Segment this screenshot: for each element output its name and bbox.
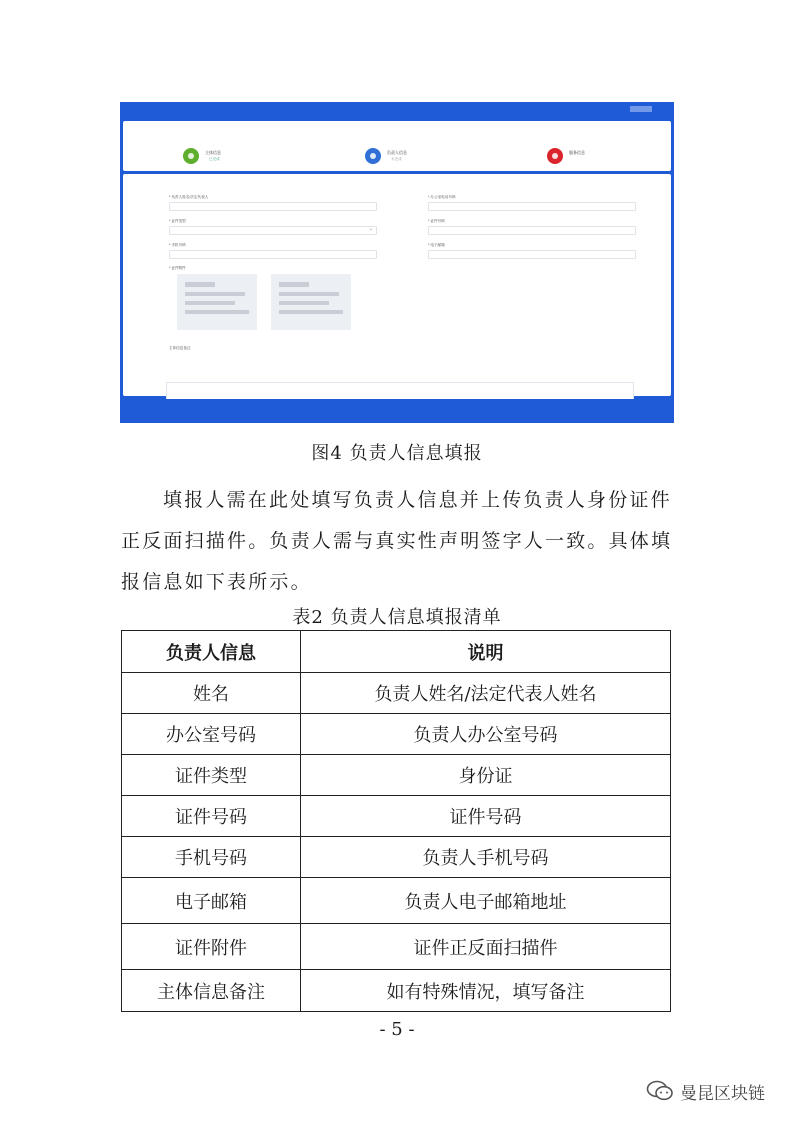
id-back-image[interactable]: [271, 274, 351, 330]
field-label-id-type: * 证件类型: [169, 219, 186, 223]
table-row: [122, 673, 671, 714]
table-cell: 办公室号码: [122, 714, 301, 755]
responsible-person-form: [123, 174, 671, 396]
table-caption: 表2 负责人信息填报清单: [292, 607, 502, 628]
table-header-row: [122, 631, 671, 673]
id-type-select[interactable]: [169, 226, 377, 235]
table-row: [122, 924, 671, 970]
table-cell: 证件号码: [301, 796, 671, 837]
wechat-watermark: [646, 1076, 765, 1106]
table-cell: 证件号码: [122, 796, 301, 837]
id-number-input[interactable]: [428, 226, 636, 235]
field-label-name: * 负责人姓名/法定代表人: [169, 195, 209, 199]
body-paragraph: 填报人需在此处填写负责人信息并上传负责人身份证件正反面扫描件。负责人需与真实性声明签字人一致。具体填报信息如下表所示。: [121, 489, 673, 593]
table-cell: 负责人手机号码: [301, 837, 671, 878]
step-2-label: 负责人信息: [387, 150, 407, 155]
table-cell: 证件类型: [122, 755, 301, 796]
step-2-icon: [365, 148, 381, 164]
field-label-remark: 主体信息备注: [169, 346, 191, 350]
office-phone-input[interactable]: [428, 202, 636, 211]
table-cell: 负责人办公室号码: [301, 714, 671, 755]
table-cell: 主体信息备注: [122, 970, 301, 1012]
table-cell: 电子邮箱: [122, 878, 301, 924]
field-label-email: * 电子邮箱: [428, 243, 445, 247]
step-2-status: 未完成: [391, 157, 402, 161]
step-1-status: 已完成: [209, 157, 220, 161]
figure-caption: 图4 负责人信息填报: [311, 443, 483, 464]
field-label-id-number: * 证件号码: [428, 219, 445, 223]
table-row: [122, 755, 671, 796]
mobile-input[interactable]: [169, 250, 377, 259]
table-row: [122, 878, 671, 924]
watermark-text: 曼昆区块链: [680, 1083, 765, 1104]
table-row: [122, 714, 671, 755]
table-cell: 证件附件: [122, 924, 301, 970]
email-input[interactable]: [428, 250, 636, 259]
table-cell: 身份证: [301, 755, 671, 796]
table-cell: 负责人电子邮箱地址: [301, 878, 671, 924]
id-front-image[interactable]: [177, 274, 257, 330]
step-3-label: 服务信息: [569, 150, 585, 155]
table-cell: 负责人姓名/法定代表人姓名: [301, 673, 671, 714]
name-input[interactable]: [169, 202, 377, 211]
responsible-person-info-table: [121, 630, 671, 1012]
table-row: [122, 796, 671, 837]
step-1-label: 主体信息: [205, 150, 221, 155]
step-3-icon: [547, 148, 563, 164]
blurred-username: [630, 106, 652, 112]
table-header-cell: 负责人信息: [122, 631, 301, 673]
screenshot-title-bar: [120, 102, 674, 118]
table-row: [122, 837, 671, 878]
table-cell: 如有特殊情况，填写备注: [301, 970, 671, 1012]
progress-steps-panel: [123, 121, 671, 171]
figure-screenshot: [120, 102, 674, 423]
table-header-cell: 说明: [301, 631, 671, 673]
wechat-icon: [646, 1080, 674, 1102]
table-cell: 姓名: [122, 673, 301, 714]
field-label-office-phone: * 办公室电话号码: [428, 195, 456, 199]
page-number: - 5 -: [379, 1019, 415, 1040]
screenshot-footer: [120, 399, 674, 423]
table-cell: 证件正反面扫描件: [301, 924, 671, 970]
table-row: [122, 970, 671, 1012]
table-cell: 手机号码: [122, 837, 301, 878]
chevron-down-icon: ⌄: [368, 226, 373, 232]
step-1-icon: [183, 148, 199, 164]
field-label-mobile: * 手机号码: [169, 243, 186, 247]
field-label-attachment: * 证件附件: [169, 266, 186, 270]
